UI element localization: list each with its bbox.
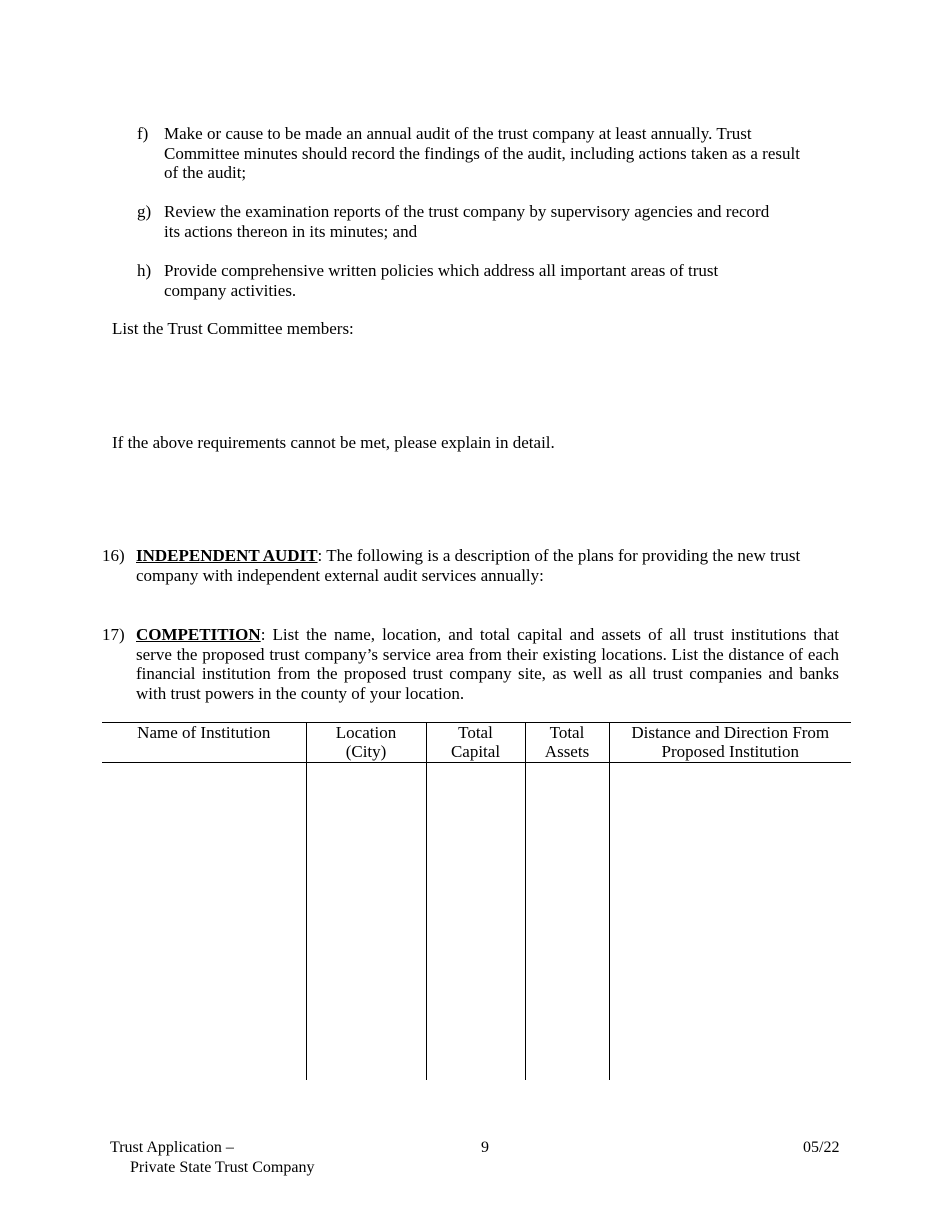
table-header-row (102, 723, 851, 763)
column-header-distance: Distance and Direction From Proposed Institution (609, 723, 851, 763)
footer-title-line2: Private State Trust Company (130, 1159, 315, 1176)
section-number: 17) (102, 625, 125, 644)
section-heading: COMPETITION (136, 625, 261, 644)
column-header-location: Location (City) (306, 723, 426, 763)
section-body (136, 546, 826, 585)
table-cell[interactable] (525, 763, 609, 1081)
explain-prompt: If the above requirements cannot be met, please explain in detail. (112, 433, 555, 452)
section-text: : List the name, location, and total capital and assets of all trust institutions that serve the proposed trust company’s service area from their existing locations. List the distance of each financial institution from the proposed trust company site, as well as all trust companies and banks with trust powers in the county of your location. (136, 625, 839, 703)
column-header-total-capital: Total Capital (426, 723, 525, 763)
section-text: : The following is a description of the plans for providing the new trust company with independent external audit services annually: (136, 546, 801, 585)
table-cell[interactable] (102, 763, 306, 1081)
page-number: 9 (481, 1139, 489, 1156)
footer-title-line1: Trust Application – (110, 1139, 234, 1156)
item-text: Review the examination reports of the trust company by supervisory agencies and record its actions thereon in its minutes; and (164, 202, 770, 241)
item-text: Make or cause to be made an annual audit of the trust company at least annually. Trust Committee minutes should record the findings of the audit, including actions taken as a result of the audit; (164, 124, 800, 182)
footer-date: 05/22 (803, 1139, 840, 1156)
table-cell[interactable] (426, 763, 525, 1081)
table-row (102, 763, 851, 1081)
item-label: h) (137, 261, 152, 280)
section-number: 16) (102, 546, 125, 565)
item-label: g) (137, 202, 152, 221)
trust-committee-members-prompt: List the Trust Committee members: (112, 319, 354, 338)
table-cell[interactable] (609, 763, 851, 1081)
item-text: Provide comprehensive written policies which address all important areas of trust company activities. (164, 261, 719, 300)
column-header-total-assets: Total Assets (525, 723, 609, 763)
competition-table (102, 722, 851, 1080)
section-heading: INDEPENDENT AUDIT (136, 546, 318, 565)
section-body (136, 625, 839, 703)
table-cell[interactable] (306, 763, 426, 1081)
item-label: f) (137, 124, 149, 143)
column-header-name: Name of Institution (102, 723, 306, 763)
